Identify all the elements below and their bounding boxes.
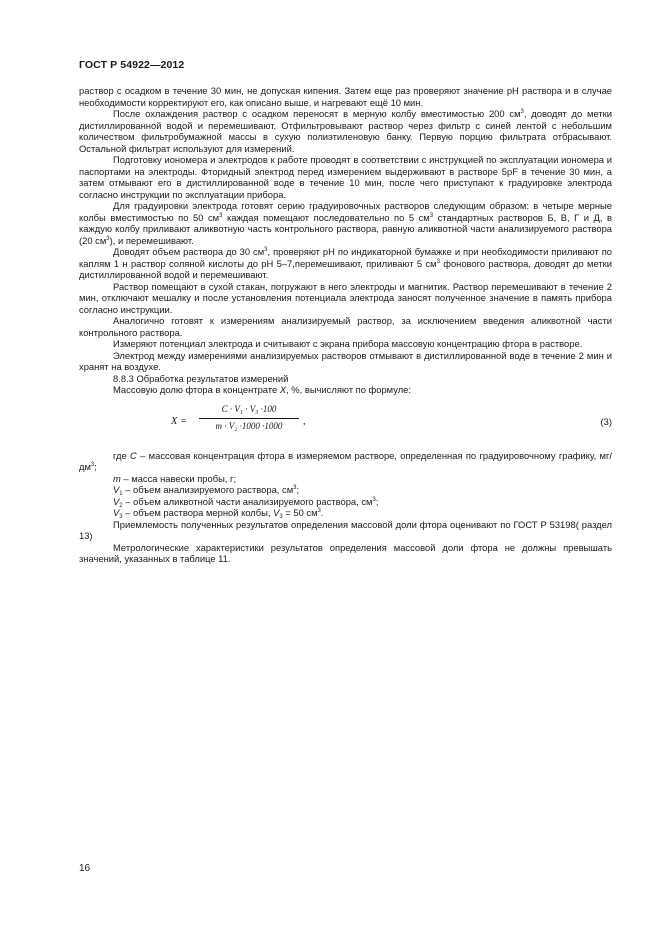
formula-number: (3) — [600, 415, 612, 427]
paragraph: Приемлемость полученных результатов определения массовой доли фтора оценивают по ГОСТ Р 53198( раздел 13) — [79, 518, 612, 541]
paragraph: Для градуировки электрода готовят серию градуировочных растворов следующим образом: в четыре мерные колбы вместимостью по 50 $см^3$ каждая помещают последовательно по 5 $см^3$ стандартных растворов Б, В, Г и Д, в каждую колбу приливают аликвотную часть контрольного раствора, равную аликвотной части анализируемого раствора (20 $см^3$), и перемешивают. — [79, 200, 612, 246]
page-number: 16 — [79, 863, 91, 874]
formula-lhs: X = — [171, 415, 188, 427]
document-body — [79, 85, 612, 565]
paragraph: После охлаждения раствор с осадком переносят в мерную колбу вместимостью 200 $см^3$, доводят до метки дистиллированной водой и перемешивают. Отфильтровывают раствор через фильтр с синей лентой с небольшим количеством фильтробумажной массы в сухую полиэтиленовую банку. Первую порцию фильтрата отбрасывают. Остальной фильтрат используют для измерений. — [79, 108, 612, 154]
definition-m: m – масса навески пробы, г; — [113, 472, 237, 484]
definition-c: где C – массовая концентрация фтора в измеряемом растворе, определенная по градуировочному графику, $мг/дм^3$; — [79, 449, 612, 472]
document-code: ГОСТ Р 54922—2012 — [79, 59, 185, 71]
formula-denominator: m · V₂ ·1000 ·1000 — [215, 420, 283, 431]
paragraph: Электрод между измерениями анализируемых растворов отмывают в дистиллированной воде в течение 2 мин и хранят на воздухе. — [79, 349, 612, 372]
formula-comma: , — [303, 415, 306, 427]
formula-fraction — [199, 404, 299, 434]
paragraph: раствор с осадком в течение 30 мин, не допуская кипения. Затем еще раз проверяют значение рН раствора и в случае необходимости корректируют его, как описано выше, и нагревают ещё 10 мин. — [79, 85, 612, 108]
definition-v3: $V_3$ – объем раствора мерной колбы, $V_3 = 50$ $см^3$. — [113, 507, 324, 520]
paragraph: Раствор помещают в сухой стакан, погружают в него электроды и магнитик. Раствор перемешивают в течение 2 мин, отключают мешалку и после установления потенциала электрода заносят полученное значение в память прибора согласно инструкции. — [79, 280, 612, 315]
paragraph: Доводят объем раствора до 30 $см^3$, проверяют рН по индикаторной бумажке и при необходимости приливают по каплям 1 н раствор соляной кислоты до рН 5–7,перемешивают, приливают 5 $см^3$ фонового раствора, доводят до метки дистиллированной водой и перемешивают. — [79, 246, 612, 280]
paragraph: Аналогично готовят к измерениям анализируемый раствор, за исключением введения аликвотной части контрольного раствора. — [79, 315, 612, 338]
section-heading: 8.8.3 Обработка результатов измерений — [113, 372, 289, 384]
definition-v1: $V_1$ – объем анализируемого раствора, $см^3$; — [113, 484, 300, 497]
formula-numerator: C · V₁ · V₃ ·100 — [221, 403, 277, 414]
fraction-bar — [199, 418, 299, 419]
paragraph: Измеряют потенциал электрода и считывают с экрана прибора массовую концентрацию фтора в растворе. — [113, 338, 583, 349]
paragraph: Подготовку иономера и электродов к работе проводят в соответствии с инструкцией по эксплуатации иономера и паспортами на электроды. Фторидный электрод перед измерением выдерживают в растворе 5рF в течение 30 мин, а затем отмывают его в дистиллированной воде в течение 10 мин, после чего приступают к градуировке электрода согласно инструкции по эксплуатации прибора. — [79, 154, 612, 200]
paragraph: Массовую долю фтора в концентрате X, %, вычисляют по формуле: — [113, 384, 411, 395]
formula-3 — [79, 404, 612, 444]
paragraph: Метрологические характеристики результатов определения массовой доли фтора не должны превышать значений, указанных в таблице 11. — [79, 541, 612, 564]
definition-v2: $V_2$ – объем аликвотной части анализируемого раствора, $см^3$; — [113, 495, 379, 509]
